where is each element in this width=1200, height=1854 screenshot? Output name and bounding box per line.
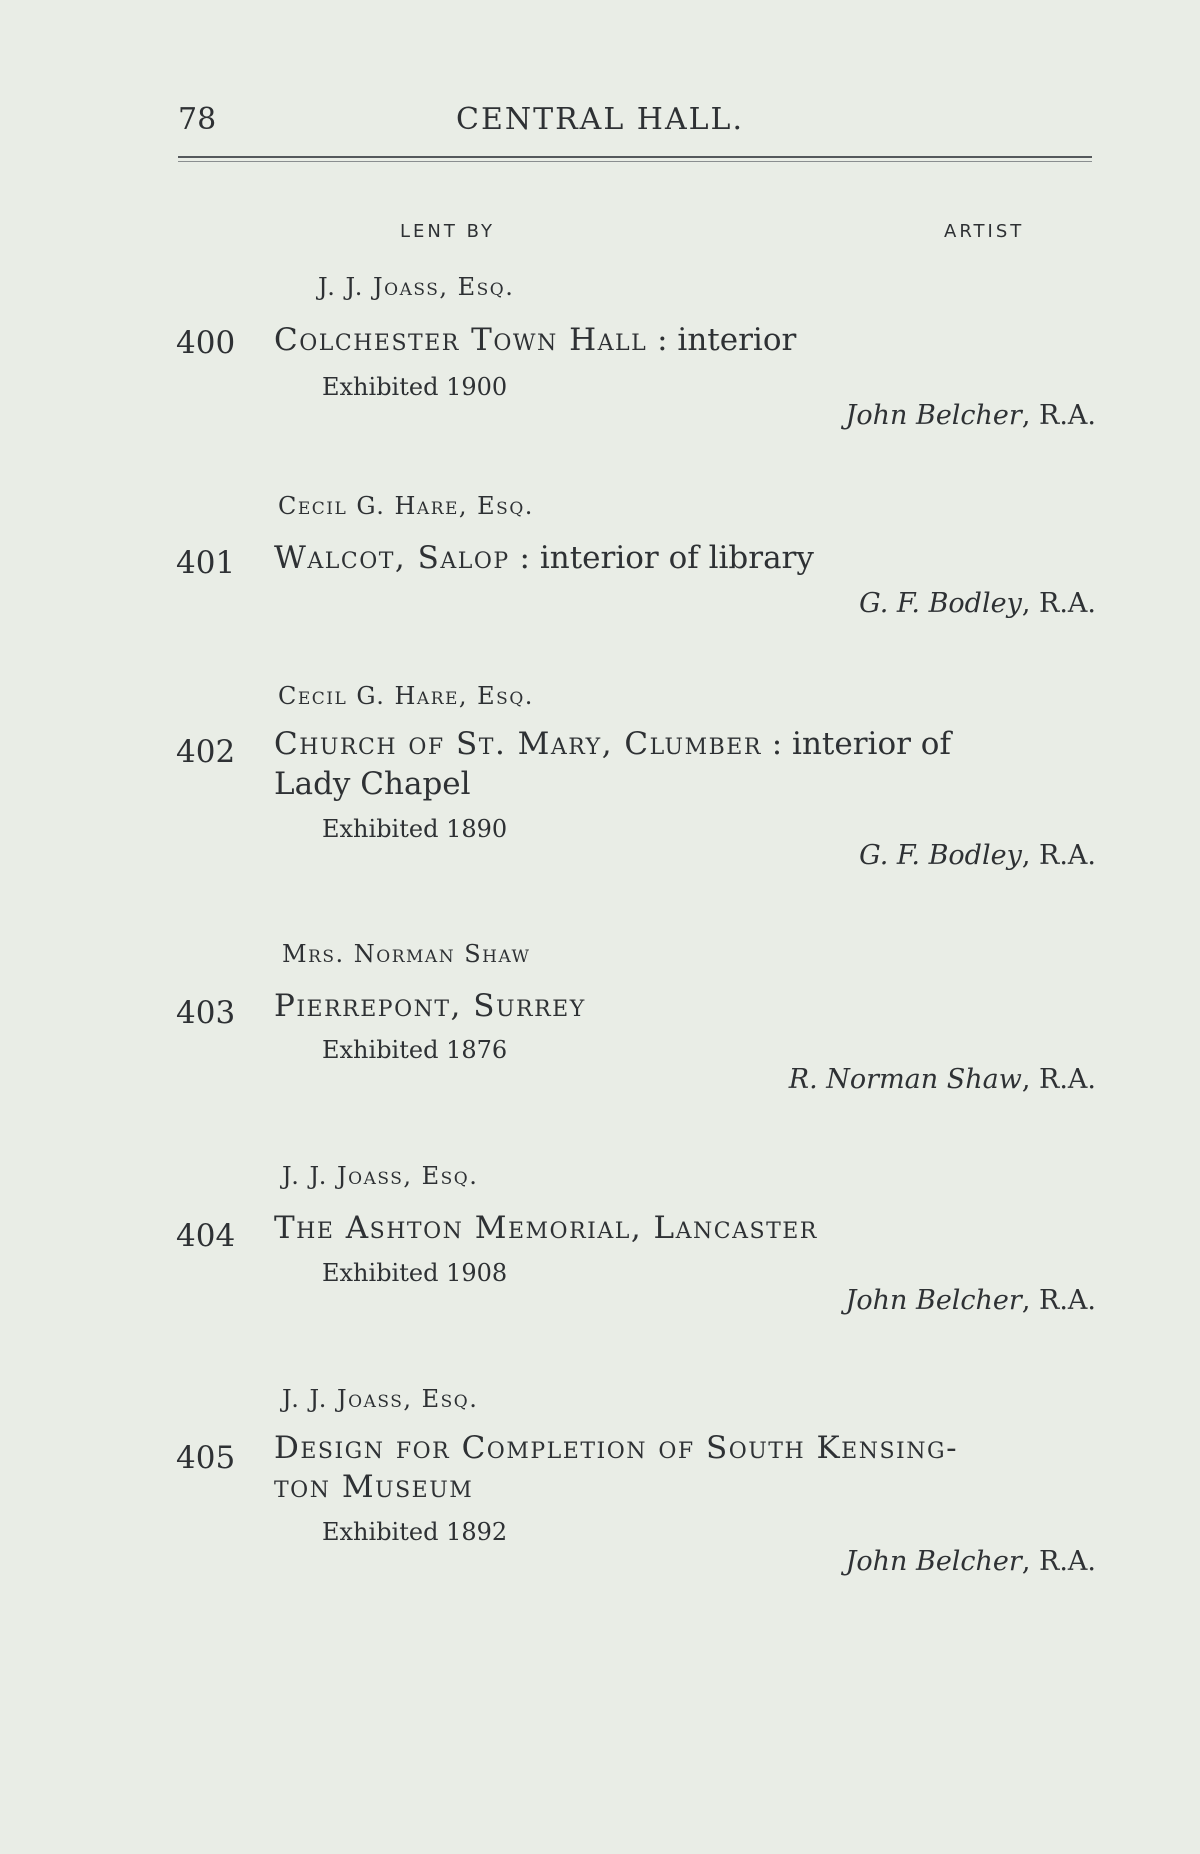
header-rule-thin [178, 161, 1092, 162]
artist-credit [846, 400, 1096, 431]
entry-title [274, 726, 951, 762]
exhibited-year: Exhibited 1890 [322, 815, 508, 843]
header-rule [178, 156, 1092, 158]
entry-title-main: The Ashton Memorial, Lancaster [274, 1210, 818, 1246]
entry-title [274, 988, 586, 1024]
entry-title [274, 322, 796, 358]
entry-number: 403 [176, 995, 236, 1031]
entry-title-main: Colchester Town Hall [274, 322, 648, 358]
exhibited-year: Exhibited 1900 [322, 373, 508, 401]
lender-name: Cecil G. Hare, Esq. [278, 492, 534, 520]
artist-credit [859, 588, 1096, 619]
artist-credit [859, 840, 1096, 871]
entry-title-main: Walcot, Salop [274, 540, 510, 576]
artist-suffix: , R.A. [1021, 400, 1096, 431]
entry-title-subtitle: : interior [647, 322, 797, 358]
entry-number: 404 [176, 1218, 236, 1254]
artist-suffix: , R.A. [1021, 588, 1096, 619]
entry-number: 400 [176, 325, 236, 361]
exhibited-year: Exhibited 1892 [322, 1518, 508, 1546]
artist-suffix: , R.A. [1021, 1285, 1096, 1316]
lent-by-column-head: LENT BY [400, 221, 495, 242]
entry-title [274, 1210, 818, 1246]
artist-suffix: , R.A. [1021, 1546, 1096, 1577]
entry-title-main: Design for Completion of South Kensing- [274, 1430, 959, 1466]
entry-title [274, 540, 814, 576]
entry-number: 402 [176, 734, 236, 770]
artist-name: John Belcher [845, 400, 1022, 431]
artist-credit [789, 1064, 1096, 1095]
exhibited-year: Exhibited 1876 [322, 1036, 508, 1064]
artist-name: John Belcher [845, 1546, 1022, 1577]
entry-title-main: Pierrepont, Surrey [274, 988, 586, 1024]
entry-number: 405 [176, 1440, 236, 1476]
lender-name: Cecil G. Hare, Esq. [278, 682, 534, 710]
artist-suffix: , R.A. [1021, 840, 1096, 871]
lender-name: J. J. Joass, Esq. [282, 1385, 479, 1413]
entry-title-main: Church of St. Mary, Clumber [274, 726, 762, 762]
artist-credit [846, 1285, 1096, 1316]
artist-column-head: ARTIST [944, 221, 1025, 242]
lender-name: J. J. Joass, Esq. [282, 1162, 479, 1190]
artist-name: G. F. Bodley [859, 840, 1022, 871]
running-head: CENTRAL HALL. [455, 102, 745, 137]
page-number: 78 [178, 102, 217, 137]
entry-number: 401 [176, 545, 236, 581]
artist-name: R. Norman Shaw [788, 1064, 1022, 1095]
entry-title-continuation: ton Museum [274, 1469, 474, 1505]
lender-name: J. J. Joass, Esq. [318, 273, 515, 301]
artist-credit [846, 1546, 1096, 1577]
artist-suffix: , R.A. [1021, 1064, 1096, 1095]
lender-name: Mrs. Norman Shaw [282, 940, 531, 968]
entry-title [274, 1430, 958, 1466]
exhibited-year: Exhibited 1908 [322, 1259, 508, 1287]
artist-name: G. F. Bodley [859, 588, 1022, 619]
artist-name: John Belcher [845, 1285, 1022, 1316]
entry-title-continuation: Lady Chapel [274, 766, 471, 802]
entry-title-subtitle: : interior of [761, 726, 951, 762]
entry-title-subtitle: : interior of library [509, 540, 814, 576]
